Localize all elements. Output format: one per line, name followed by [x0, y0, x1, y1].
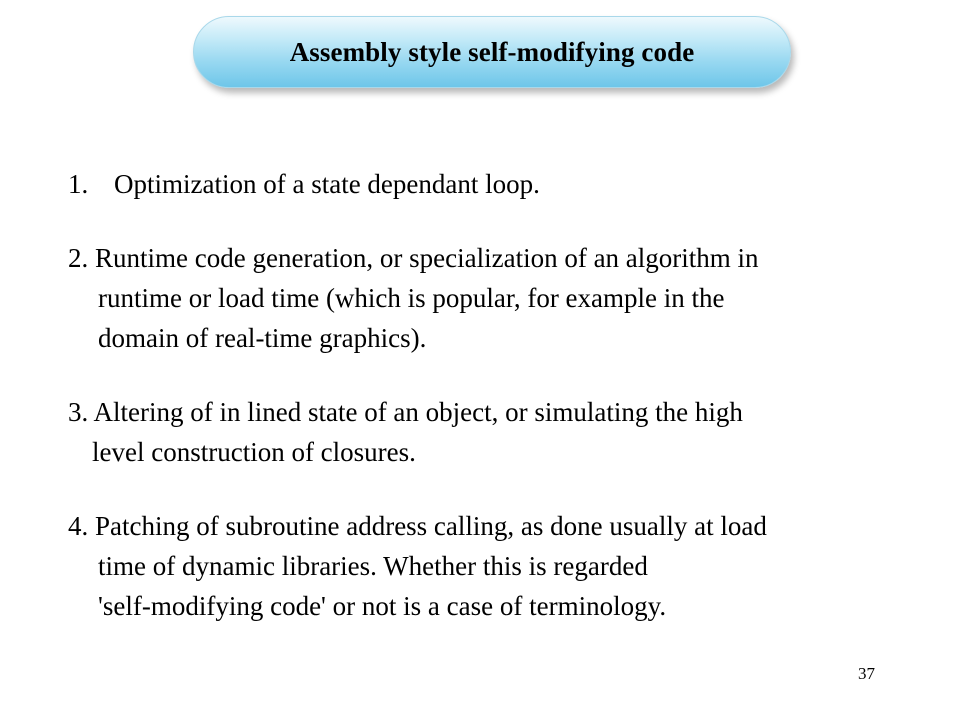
list-item-2-line-1: 2. Runtime code generation, or specialization of an algorithm in: [68, 243, 759, 273]
slide-title-banner: [193, 16, 791, 88]
list-item-1: [68, 164, 938, 204]
list-item-4-line-1: 4. Patching of subroutine address calling, as done usually at load: [68, 511, 767, 541]
page-number: 37: [858, 664, 875, 683]
slide-title: Assembly style self-modifying code: [289, 36, 695, 67]
list-item-1-text: Optimization of a state dependant loop.: [114, 169, 540, 199]
list-item-2: [68, 238, 938, 358]
list-item-2-line-2: runtime or load time (which is popular, for example in the: [98, 283, 725, 313]
list-item-2-line-3: domain of real-time graphics).: [98, 323, 427, 353]
list-item-4-line-2: time of dynamic libraries. Whether this is regarded: [98, 551, 648, 581]
list-item-4: [68, 506, 938, 626]
slide-body: [68, 164, 938, 626]
list-item-3: [68, 392, 938, 472]
list-item-4-line-3: 'self-modifying code' or not is a case of terminology.: [98, 591, 667, 621]
list-item-3-line-1: 3. Altering of in lined state of an object, or simulating the high: [68, 397, 743, 427]
list-item-3-line-2: level construction of closures.: [92, 437, 416, 467]
list-item-1-number: 1.: [68, 169, 89, 199]
